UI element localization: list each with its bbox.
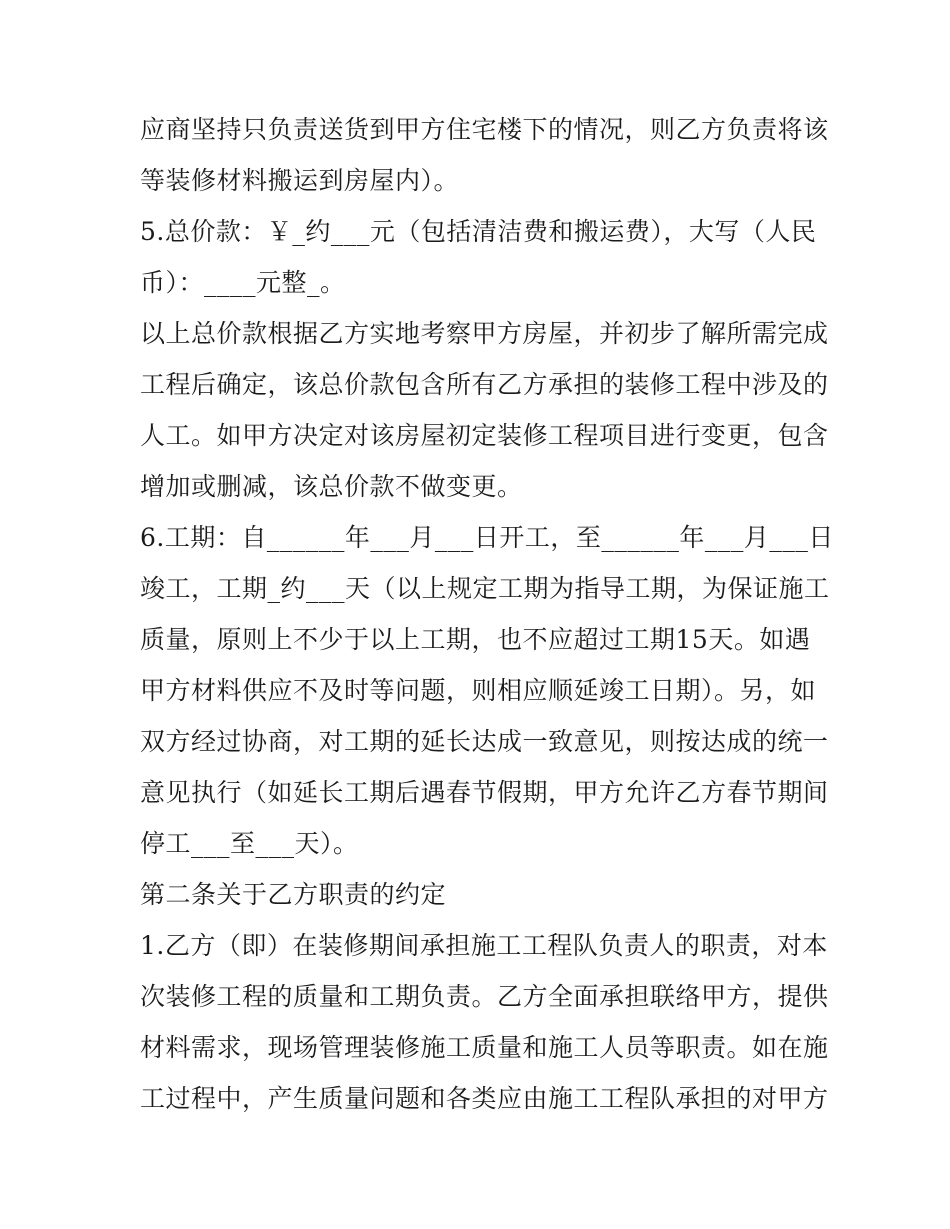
section-heading: 第二条关于乙方职责的约定	[140, 880, 447, 909]
text-line: 停工___至___天）。	[140, 829, 359, 858]
text-line: 甲方材料供应不及时等问题，则相应顺延竣工日期）。另，如	[140, 676, 817, 705]
document-body	[140, 104, 834, 1124]
text-line: 增加或删减，该总价款不做变更。	[140, 472, 523, 501]
text-line: 币）：____元整_。	[140, 268, 346, 297]
text-line: 应商坚持只负责送货到甲方住宅楼下的情况，则乙方负责将该	[140, 115, 829, 144]
text-line: 双方经过协商，对工期的延长达成一致意见，则按达成的统一	[140, 727, 829, 756]
text-line: 以上总价款根据乙方实地考察甲方房屋，并初步了解所需完成	[140, 319, 829, 348]
text-line: 竣工，工期_约___天（以上规定工期为指导工期，为保证施工	[140, 574, 830, 603]
text-line: 工过程中，产生质量问题和各类应由施工工程队承担的对甲方	[140, 1084, 829, 1113]
text-line: 1.乙方（即）在装修期间承担施工工程队负责人的职责，对本	[140, 931, 828, 960]
text-line: 人工。如甲方决定对该房屋初定装修工程项目进行变更，包含	[140, 421, 829, 450]
text-line: 等装修材料搬运到房屋内）。	[140, 166, 460, 195]
text-line: 5.总价款：￥_约___元（包括清洁费和搬运费），大写（人民	[140, 217, 817, 246]
text-line: 意见执行（如延长工期后遇春节假期，甲方允许乙方春节期间	[140, 778, 829, 807]
text-line: 材料需求，现场管理装修施工质量和施工人员等职责。如在施	[140, 1033, 829, 1062]
text-line: 次装修工程的质量和工期负责。乙方全面承担联络甲方，提供	[140, 982, 829, 1011]
text-line: 工程后确定，该总价款包含所有乙方承担的装修工程中涉及的	[140, 370, 829, 399]
text-line: 质量，原则上不少于以上工期，也不应超过工期15天。如遇	[140, 625, 811, 654]
text-line: 6.工期：自______年___月___日开工，至______年___月___日	[140, 523, 834, 552]
